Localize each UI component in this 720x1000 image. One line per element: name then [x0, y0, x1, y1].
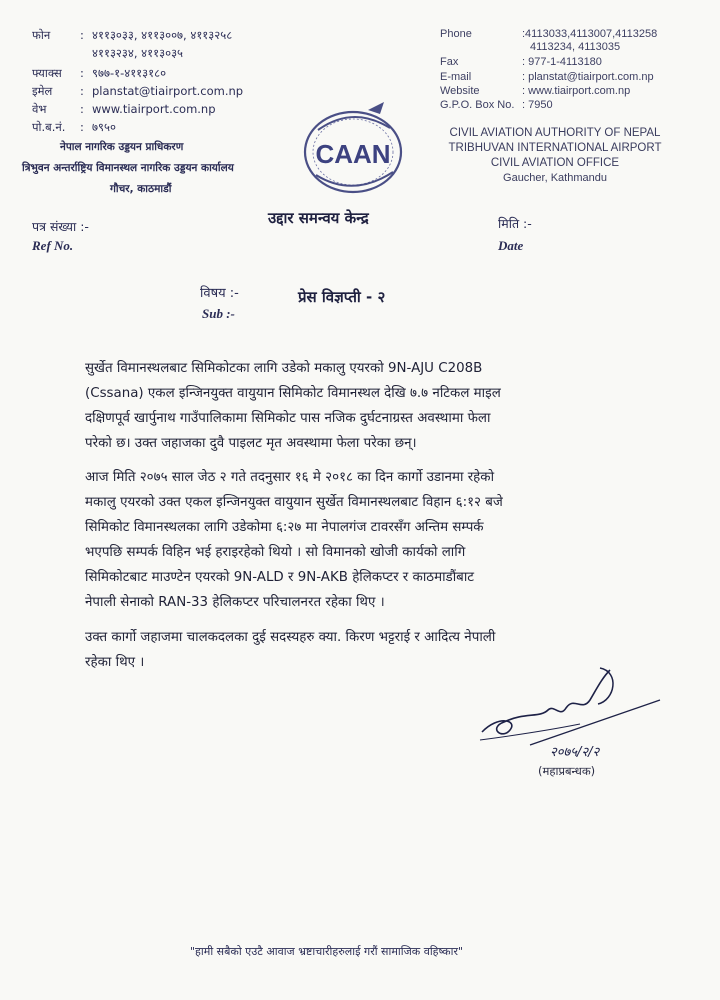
left-org-line-2: त्रिभुवन अन्तर्राष्ट्रिय विमानस्थल नागरिक उड्डयन कार्यालय — [22, 162, 234, 174]
left-email-row: इमेल : planstat@tiairport.com.np — [32, 84, 244, 98]
subject-label-en: Sub :- — [202, 306, 235, 321]
right-email-value: : planstat@tiairport.com.np — [522, 71, 654, 83]
body-line: रहेका थिए । — [85, 655, 145, 670]
right-fax-label: Fax — [440, 56, 459, 68]
left-fax-row: फ्याक्स : ९७७-१-४११३१८० — [32, 66, 167, 80]
body-line: दक्षिणपूर्व खार्पुनाथ गाउँपालिकामा सिमिकोट पास नजिक दुर्घटनाग्रस्त अवस्थामा फेला — [85, 411, 491, 426]
body-line: सुर्खेत विमानस्थलबाट सिमिकोटका लागि उडेको मकालु एयरको 9N-AJU C208B — [85, 361, 483, 376]
right-phone-value: :4113033,4113007,4113258 — [522, 28, 658, 40]
right-pobox-label: G.P.O. Box No. — [440, 99, 515, 111]
body-line: भएपछि सम्पर्क विहिन भई हराइरहेको थियो । सो विमानको खोजी कार्यको लागि — [85, 545, 466, 560]
body-line: आज मिति २०७५ साल जेठ २ गते तदनुसार १६ मे २०१८ का दिन कार्गो उडानमा रहेको — [85, 470, 495, 485]
date-label-en: Date — [498, 238, 524, 253]
body-line: सिमिकोट विमानस्थलका लागि उडेकोमा ६:२७ मा नेपालगंज टावरसँग अन्तिम सम्पर्क — [85, 520, 484, 535]
right-pobox-value: : 7950 — [522, 99, 553, 111]
left-web-row: वेभ : www.tiairport.com.np — [32, 102, 216, 116]
left-web-value: www.tiairport.com.np — [92, 102, 216, 116]
right-phone-label: Phone — [440, 28, 472, 40]
left-org-line-3: गौचर, काठमाडौं — [110, 183, 172, 195]
date-label-np: मिति :- — [498, 216, 532, 231]
handwritten-signature — [470, 660, 670, 770]
body-line: सिमिकोटबाट माउण्टेन एयरको 9N-ALD र 9N-AKB हेलिकप्टर र काठमाडौंबाट — [85, 570, 475, 585]
left-fax-value: ९७७-१-४११३१८० — [92, 66, 167, 80]
left-email-label: इमेल — [32, 84, 53, 98]
left-email-value: planstat@tiairport.com.np — [92, 84, 244, 98]
footer-slogan: "हामी सबैको एउटै आवाज भ्रष्टाचारीहरुलाई गरौं सामाजिक वहिष्कार" — [190, 945, 464, 958]
left-phone-row-2 — [92, 46, 183, 61]
body-line: नेपाली सेनाको RAN-33 हेलिकप्टर परिचालनरत रहेका थिए । — [85, 595, 385, 610]
signature-date: २०७५/२/२ — [550, 745, 600, 760]
right-web-label: Website — [440, 85, 480, 97]
signatory-title: (महाप्रबन्धक) — [538, 764, 596, 778]
logo-text: CAAN — [315, 139, 391, 169]
right-fax-value: : 977-1-4113180 — [522, 56, 602, 68]
left-web-label: वेभ — [32, 102, 47, 116]
subject-title: प्रेस विज्ञप्ती - २ — [298, 288, 386, 306]
ref-label-np: पत्र संख्या :- — [32, 219, 89, 234]
caan-logo — [298, 100, 408, 200]
right-org-line-1: CIVIL AVIATION AUTHORITY OF NEPAL — [449, 127, 661, 139]
left-phone-value-2: ४११३२३४, ४११३०३५ — [92, 46, 184, 60]
rescue-center-title: उद्दार समन्वय केन्द्र — [268, 209, 369, 227]
right-org-line-3: CIVIL AVIATION OFFICE — [490, 157, 620, 169]
right-email-label: E-mail — [440, 71, 472, 83]
left-phone-row: फोन : ४११३०३३, ४११३००७, ४११३२५८ — [32, 28, 233, 42]
body-line: उक्त कार्गो जहाजमा चालकदलका दुई सदस्यहरु क्या. किरण भट्टराई र आदित्य नेपाली — [85, 630, 496, 645]
body-line: परेको छ। उक्त जहाजका दुवै पाइलट मृत अवस्थामा फेला परेका छन्। — [85, 436, 417, 451]
right-phone-value-2: 4113234, 4113035 — [530, 41, 621, 53]
body-paragraph-2 — [85, 465, 645, 615]
left-phone-value: ४११३०३३, ४११३००७, ४११३२५८ — [92, 28, 233, 42]
right-org-line-2: TRIBHUVAN INTERNATIONAL AIRPORT — [448, 142, 662, 154]
subject-label-np: विषय :- — [200, 286, 239, 301]
right-org-line-4: Gaucher, Kathmandu — [503, 172, 607, 184]
left-fax-label: फ्याक्स — [32, 66, 62, 80]
left-pobox-value: ७९५० — [92, 120, 116, 134]
left-pobox-row: पो.ब.नं. : ७९५० — [32, 120, 116, 134]
left-org-line-1: नेपाल नागरिक उड्डयन प्राधिकरण — [60, 141, 184, 153]
right-web-value: : www.tiairport.com.np — [522, 85, 631, 97]
body-line: (Cssana) एकल इन्जिनयुक्त वायुयान सिमिकोट विमानस्थल देखि ७.७ नटिकल माइल — [85, 386, 501, 401]
body-line: मकालु एयरको उक्त एकल इन्जिनयुक्त वायुयान सुर्खेत विमानस्थलबाट विहान ६:१२ बजे — [85, 495, 503, 510]
left-pobox-label: पो.ब.नं. — [32, 120, 66, 134]
body-paragraph-1 — [85, 356, 645, 456]
ref-label-en: Ref No. — [32, 238, 74, 253]
left-phone-label: फोन — [32, 28, 51, 42]
